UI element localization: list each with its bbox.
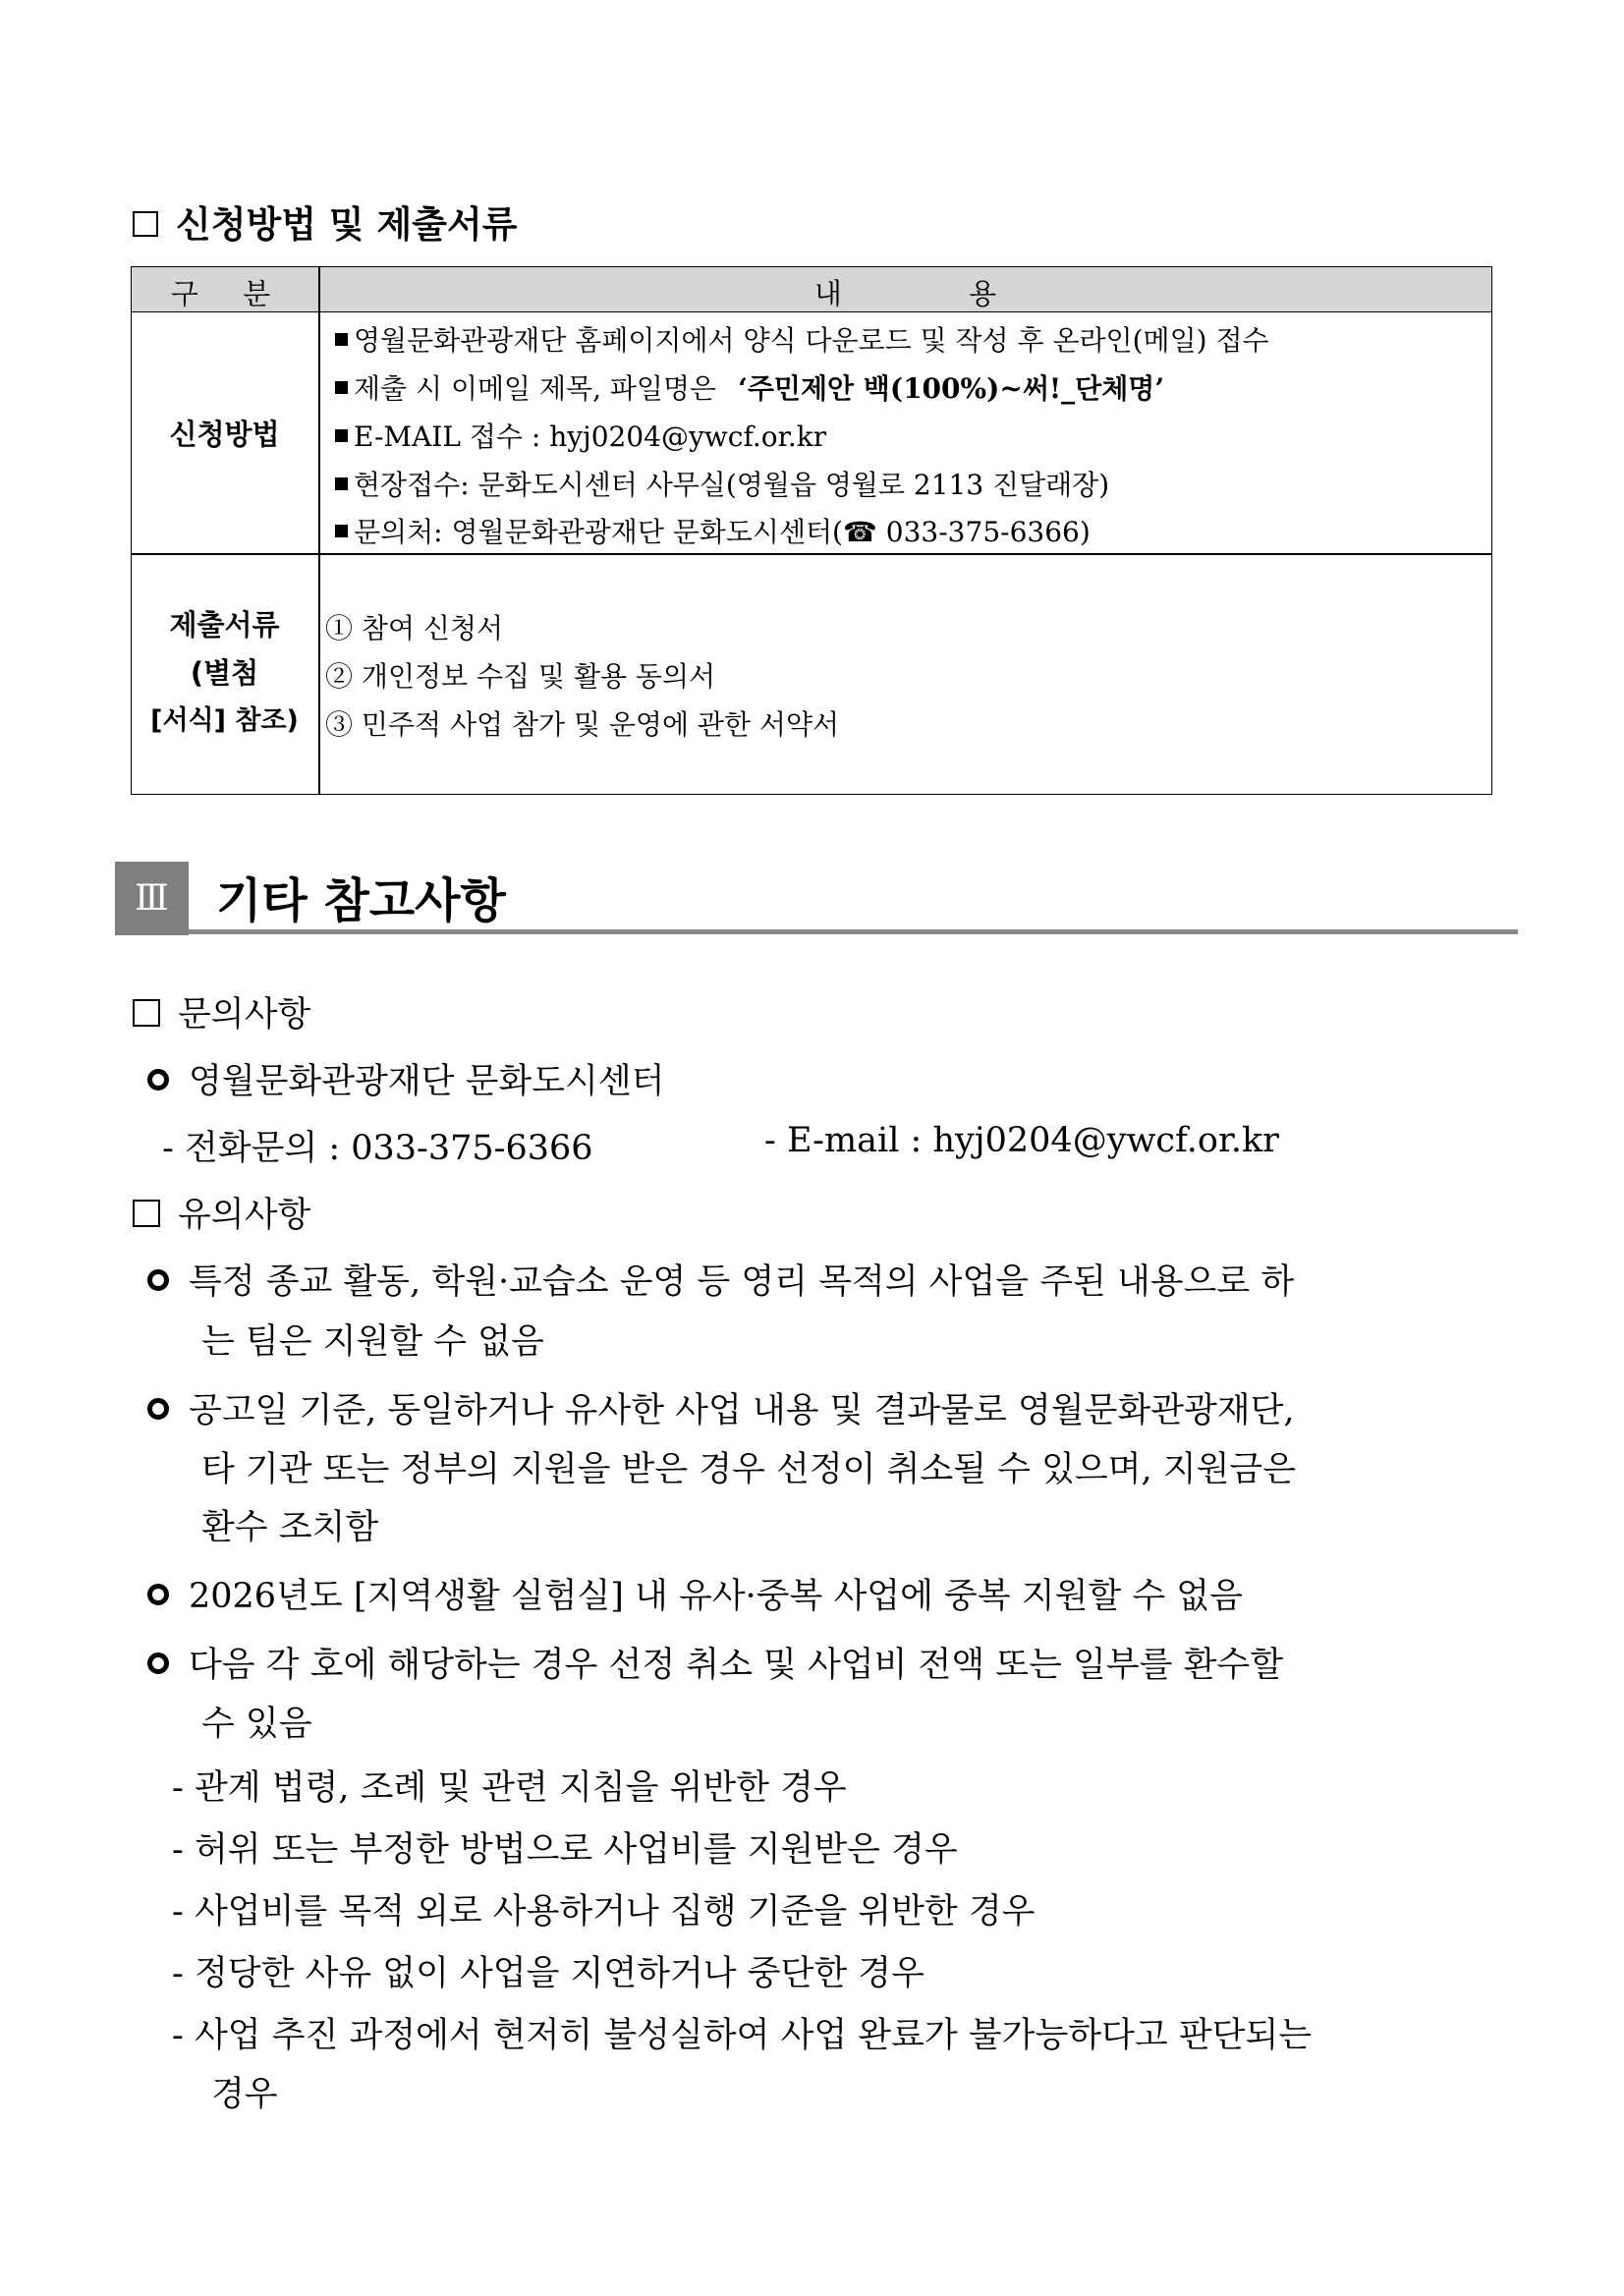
notes-heading: 유의사항 [133,1188,310,1237]
section-title: 신청방법 및 제출서류 [176,202,518,246]
section-numeral: Ⅲ [115,862,189,935]
header-content: 내 용 [813,277,1056,310]
filename-format: ‘주민제안 백(100%)~써!_단체명’ [738,372,1165,405]
detail-item-2: - 허위 또는 부정한 방법으로 사업비를 지원받은 경우 [172,1830,958,1870]
method-line-1: 영월문화관광재단 홈페이지에서 양식 다운로드 및 작성 후 온라인(메일) 접수 [335,319,1269,359]
doc-item-1: ① 참여 신청서 [325,612,504,644]
checkbox-square-icon [133,211,158,237]
method-line-2: 제출 시 이메일 제목, 파일명은 ‘주민제안 백(100%)~써!_단체명’ [335,367,1164,407]
inquiry-email: - E-mail : hyj0204@ywcf.or.kr [764,1121,1279,1160]
circle-bullet-icon [147,1069,169,1091]
circle-bullet-icon [147,1269,169,1291]
section-divider [189,929,1518,934]
inquiry-phone: - 전화문의 : 033-375-6366 [162,1129,593,1168]
square-bullet-icon [335,429,348,442]
header-category: 구 분 [170,277,289,310]
detail-item-5: - 사업 추진 과정에서 현저히 불성실하여 사업 완료가 불가능하다고 판단되는 [172,2016,1313,2055]
note-item-4: 다음 각 호에 해당하는 경우 선정 취소 및 사업비 전액 또는 일부를 환수할 [147,1638,1283,1687]
detail-item-5-cont: 경우 [211,2075,278,2114]
section-title-notes: 기타 참고사항 [216,873,506,928]
square-bullet-icon [335,477,348,490]
checkbox-square-icon [133,999,160,1027]
note-item-3: 2026년도 [지역생활 실험실] 내 유사·중복 사업에 중복 지원할 수 없음 [147,1569,1243,1618]
note-item-2: 공고일 기준, 동일하거나 유사한 사업 내용 및 결과물로 영월문화관광재단, [147,1383,1295,1432]
note-item-1-cont: 는 팀은 지원할 수 없음 [201,1322,544,1362]
circle-bullet-icon [147,1398,169,1420]
inquiry-org: 영월문화관광재단 문화도시센터 [147,1054,664,1103]
note-item-2-cont-1: 타 기관 또는 정부의 지원을 받은 경우 선정이 취소될 수 있으며, 지원금은 [201,1450,1296,1489]
square-bullet-icon [335,333,348,346]
circle-bullet-icon [147,1652,169,1674]
checkbox-square-icon [133,1200,160,1227]
row-label-method: 신청방법 [169,418,280,451]
row-label-docs-2: (별첨 [190,656,259,690]
note-item-2-cont-2: 환수 조치함 [201,1508,379,1547]
doc-item-3: ③ 민주적 사업 참가 및 운영에 관한 서약서 [325,708,840,741]
detail-item-3: - 사업비를 목적 외로 사용하거나 집행 기준을 위반한 경우 [172,1892,1036,1932]
method-line-3: E-MAIL 접수 : hyj0204@ywcf.or.kr [335,416,826,455]
detail-item-4: - 정당한 사유 없이 사업을 지연하거나 중단한 경우 [172,1954,924,1993]
doc-item-2: ② 개인정보 수집 및 활용 동의서 [325,660,716,693]
square-bullet-icon [335,381,348,394]
note-item-1: 특정 종교 활동, 학원·교습소 운영 등 영리 목적의 사업을 주된 내용으로 하 [147,1255,1294,1304]
method-line-5: 문의처: 영월문화관광재단 문화도시센터(☎ 033-375-6366) [335,511,1091,550]
note-item-4-cont: 수 있음 [201,1705,312,1744]
row-label-docs-3: [서식] 참조) [150,705,299,736]
row-label-docs-1: 제출서류 [169,608,280,642]
square-bullet-icon [335,525,348,537]
application-table [131,266,1492,795]
inquiry-heading: 문의사항 [133,987,310,1036]
circle-bullet-icon [147,1584,169,1605]
method-line-4: 현장접수: 문화도시센터 사무실(영월읍 영월로 2113 진달래장) [335,464,1109,503]
section-heading-application [133,195,517,248]
phone-icon: ☎ [842,516,877,548]
detail-item-1: - 관계 법령, 조례 및 관련 지침을 위반한 경우 [172,1768,847,1808]
